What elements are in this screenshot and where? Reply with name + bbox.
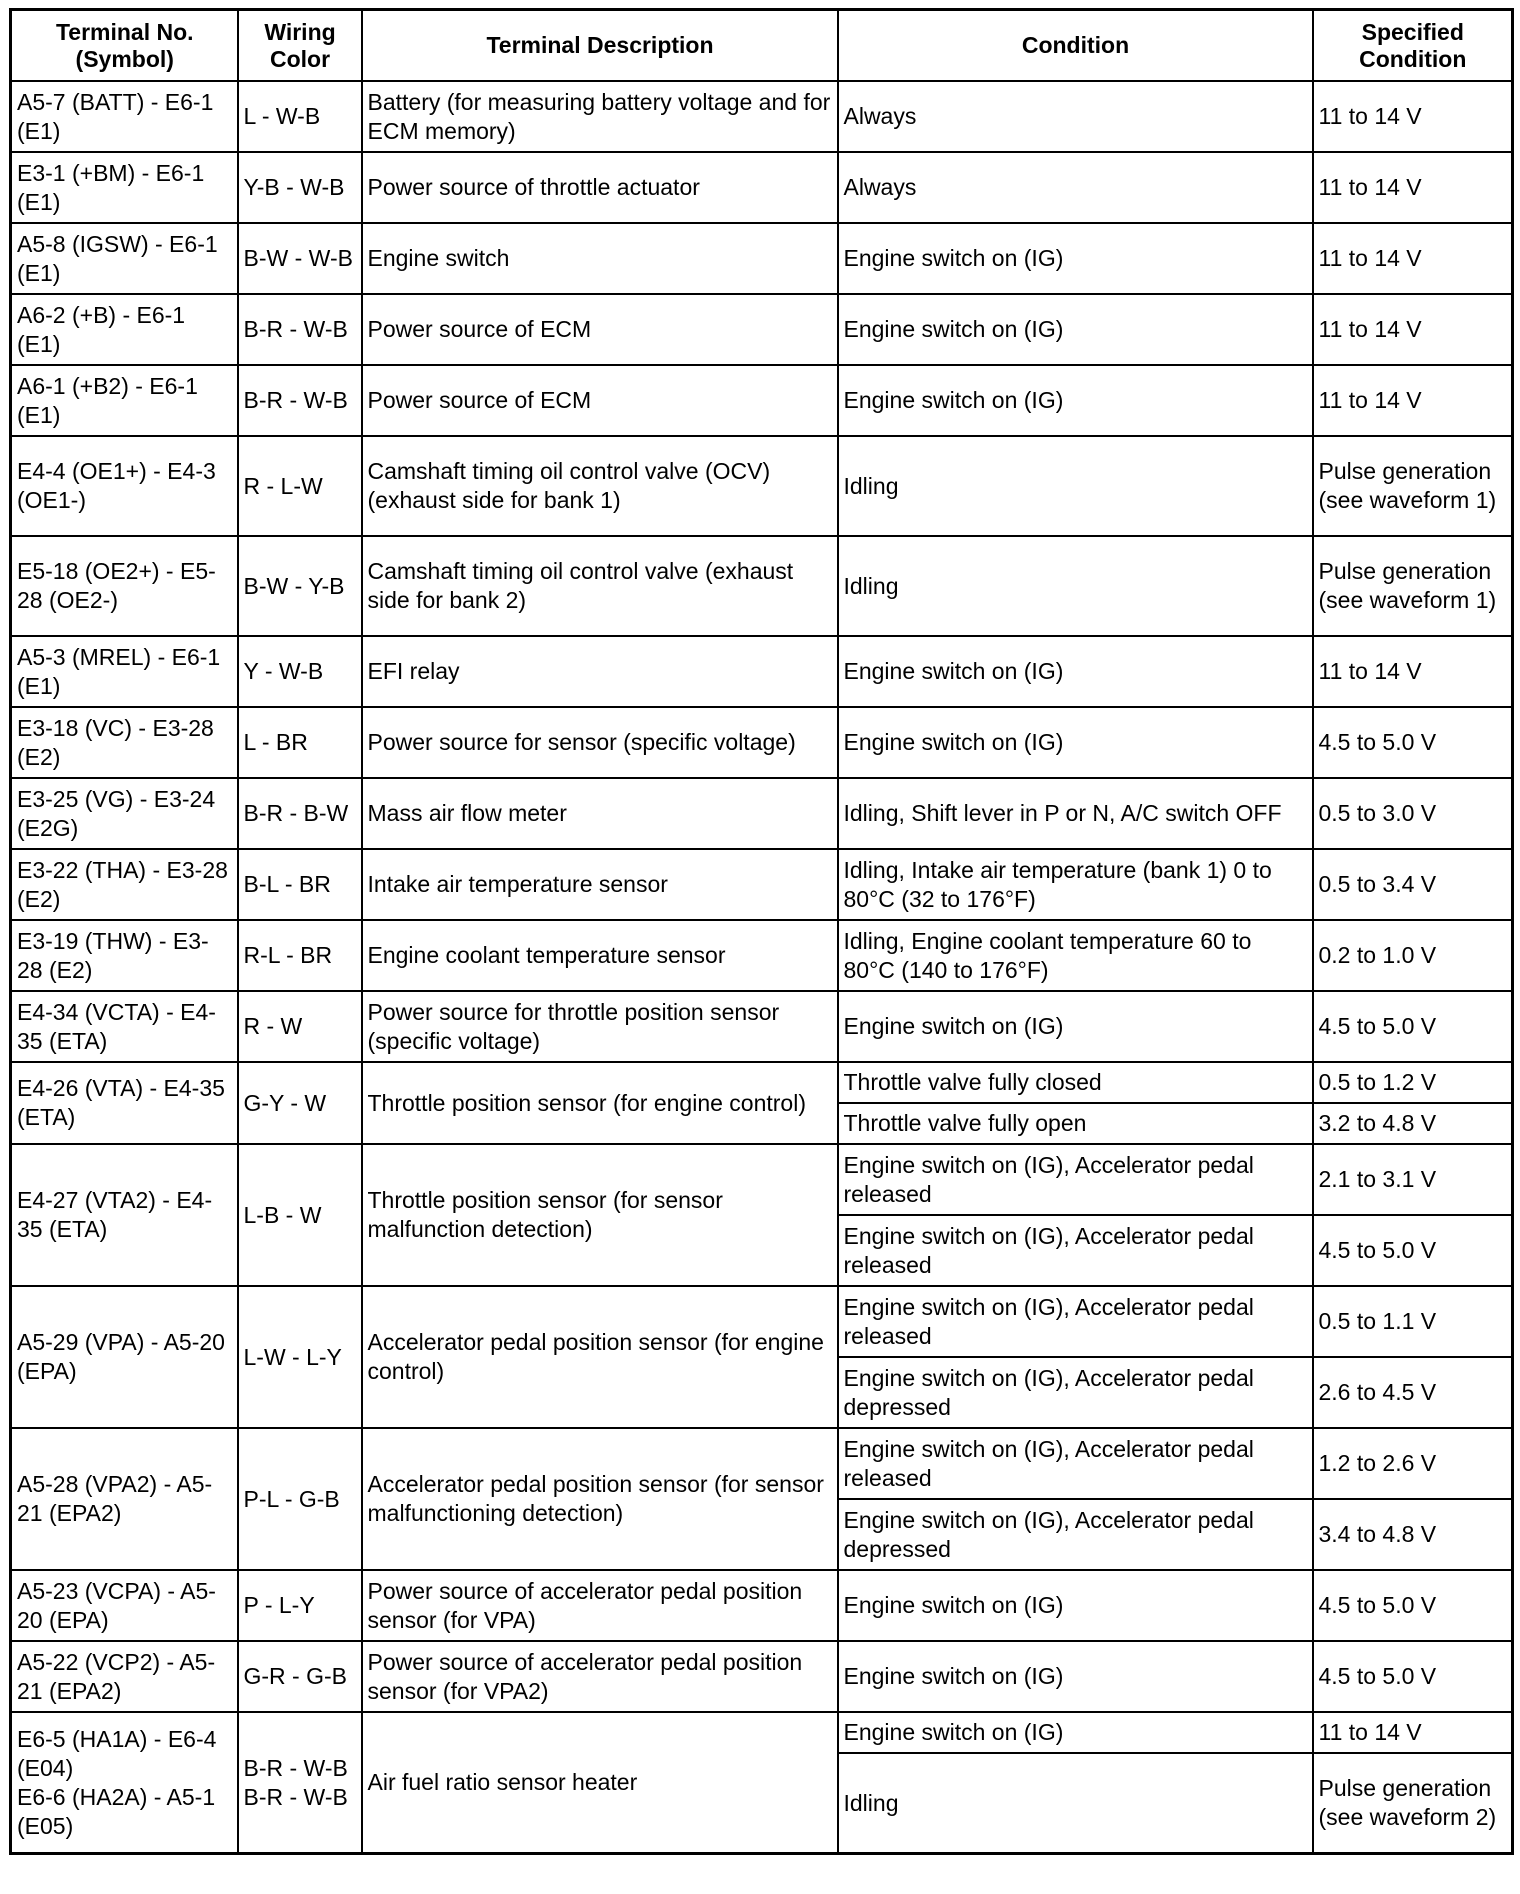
condition-cell: Engine switch on (IG) (838, 1641, 1313, 1712)
wiring-cell: B-W - W-B (238, 223, 362, 294)
condition-cell: Engine switch on (IG) (838, 1712, 1313, 1753)
description-cell: Intake air temperature sensor (362, 849, 838, 920)
terminal-cell: A5-23 (VCPA) - A5-20 (EPA) (11, 1570, 238, 1641)
specified-cell: Pulse generation (see waveform 2) (1313, 1753, 1513, 1854)
wiring-cell (238, 1712, 362, 1854)
terminal-line: E6-5 (HA1A) - E6-4 (E04) (17, 1725, 217, 1781)
wiring-cell: L-B - W (238, 1144, 362, 1286)
condition-cell: Always (838, 81, 1313, 152)
table-row (11, 1062, 1513, 1103)
terminal-cell: E3-18 (VC) - E3-28 (E2) (11, 707, 238, 778)
condition-cell: Idling, Shift lever in P or N, A/C switch OFF (838, 778, 1313, 849)
table-row (11, 223, 1513, 294)
condition-cell: Engine switch on (IG) (838, 991, 1313, 1062)
condition-cell: Engine switch on (IG), Accelerator pedal released (838, 1144, 1313, 1215)
table-row (11, 536, 1513, 636)
description-cell: Power source of accelerator pedal position sensor (for VPA) (362, 1570, 838, 1641)
table-row (11, 436, 1513, 536)
specified-cell: 0.5 to 3.0 V (1313, 778, 1513, 849)
terminal-cell: A6-1 (+B2) - E6-1 (E1) (11, 365, 238, 436)
specified-cell: Pulse generation (see waveform 1) (1313, 536, 1513, 636)
terminal-cell: E3-19 (THW) - E3-28 (E2) (11, 920, 238, 991)
header-description: Terminal Description (362, 10, 838, 82)
terminal-cell: A5-29 (VPA) - A5-20 (EPA) (11, 1286, 238, 1428)
description-cell: Power source of throttle actuator (362, 152, 838, 223)
table-row (11, 152, 1513, 223)
table-row (11, 991, 1513, 1062)
description-cell: Camshaft timing oil control valve (exhaust side for bank 2) (362, 536, 838, 636)
specified-cell: 11 to 14 V (1313, 223, 1513, 294)
description-cell: Power source for sensor (specific voltage) (362, 707, 838, 778)
wiring-cell: G-Y - W (238, 1062, 362, 1144)
header-specified: Specified Condition (1313, 10, 1513, 82)
table-row (11, 636, 1513, 707)
specified-cell: 11 to 14 V (1313, 365, 1513, 436)
table-row (11, 1286, 1513, 1357)
table-row (11, 365, 1513, 436)
specified-cell: 0.5 to 1.1 V (1313, 1286, 1513, 1357)
table-row (11, 1144, 1513, 1215)
condition-cell: Engine switch on (IG), Accelerator pedal depressed (838, 1357, 1313, 1428)
specified-cell: 11 to 14 V (1313, 81, 1513, 152)
table-row (11, 1570, 1513, 1641)
condition-cell: Engine switch on (IG) (838, 365, 1313, 436)
description-cell: Engine switch (362, 223, 838, 294)
specified-cell: 2.1 to 3.1 V (1313, 1144, 1513, 1215)
description-cell: Air fuel ratio sensor heater (362, 1712, 838, 1854)
specified-cell: 4.5 to 5.0 V (1313, 1215, 1513, 1286)
wiring-line: B-R - W-B (243, 1754, 348, 1781)
condition-cell: Always (838, 152, 1313, 223)
description-cell: Throttle position sensor (for sensor malfunction detection) (362, 1144, 838, 1286)
terminal-cell: E4-4 (OE1+) - E4-3 (OE1-) (11, 436, 238, 536)
condition-cell: Idling, Intake air temperature (bank 1) 0 to 80°C (32 to 176°F) (838, 849, 1313, 920)
description-cell: Accelerator pedal position sensor (for engine control) (362, 1286, 838, 1428)
condition-cell: Throttle valve fully closed (838, 1062, 1313, 1103)
specified-cell: 4.5 to 5.0 V (1313, 1641, 1513, 1712)
terminal-cell: E4-26 (VTA) - E4-35 (ETA) (11, 1062, 238, 1144)
description-cell: Mass air flow meter (362, 778, 838, 849)
specified-cell: 11 to 14 V (1313, 294, 1513, 365)
specified-cell: 11 to 14 V (1313, 636, 1513, 707)
wiring-cell: Y-B - W-B (238, 152, 362, 223)
terminal-cell: A5-22 (VCP2) - A5-21 (EPA2) (11, 1641, 238, 1712)
header-terminal: Terminal No. (Symbol) (11, 10, 238, 82)
condition-cell: Idling, Engine coolant temperature 60 to 80°C (140 to 176°F) (838, 920, 1313, 991)
specified-cell: 0.2 to 1.0 V (1313, 920, 1513, 991)
wiring-cell: Y - W-B (238, 636, 362, 707)
description-cell: Power source of accelerator pedal position sensor (for VPA2) (362, 1641, 838, 1712)
condition-cell: Throttle valve fully open (838, 1103, 1313, 1144)
specified-cell: 2.6 to 4.5 V (1313, 1357, 1513, 1428)
table-row (11, 849, 1513, 920)
specified-cell: Pulse generation (see waveform 1) (1313, 436, 1513, 536)
terminal-cell: E4-27 (VTA2) - E4-35 (ETA) (11, 1144, 238, 1286)
terminal-cell: E4-34 (VCTA) - E4-35 (ETA) (11, 991, 238, 1062)
specified-cell: 4.5 to 5.0 V (1313, 1570, 1513, 1641)
terminal-cell: E5-18 (OE2+) - E5-28 (OE2-) (11, 536, 238, 636)
description-cell: Power source for throttle position sensor (specific voltage) (362, 991, 838, 1062)
description-cell: Accelerator pedal position sensor (for sensor malfunctioning detection) (362, 1428, 838, 1570)
wiring-cell: R - W (238, 991, 362, 1062)
wiring-cell: B-R - W-B (238, 365, 362, 436)
condition-cell: Engine switch on (IG) (838, 294, 1313, 365)
description-cell: Engine coolant temperature sensor (362, 920, 838, 991)
header-row (11, 10, 1513, 82)
table-row (11, 707, 1513, 778)
table-row (11, 1428, 1513, 1499)
terminal-cell: A6-2 (+B) - E6-1 (E1) (11, 294, 238, 365)
terminal-cell (11, 1712, 238, 1854)
terminal-cell: E3-1 (+BM) - E6-1 (E1) (11, 152, 238, 223)
condition-cell: Engine switch on (IG), Accelerator pedal released (838, 1215, 1313, 1286)
wiring-cell: B-L - BR (238, 849, 362, 920)
wiring-cell: L - W-B (238, 81, 362, 152)
description-cell: Battery (for measuring battery voltage and for ECM memory) (362, 81, 838, 152)
terminal-cell: A5-8 (IGSW) - E6-1 (E1) (11, 223, 238, 294)
header-condition: Condition (838, 10, 1313, 82)
terminal-cell: A5-28 (VPA2) - A5-21 (EPA2) (11, 1428, 238, 1570)
description-cell: EFI relay (362, 636, 838, 707)
table-row (11, 1641, 1513, 1712)
specified-cell: 11 to 14 V (1313, 152, 1513, 223)
wiring-cell: B-R - W-B (238, 294, 362, 365)
condition-cell: Engine switch on (IG) (838, 1570, 1313, 1641)
description-cell: Power source of ECM (362, 294, 838, 365)
specified-cell: 3.4 to 4.8 V (1313, 1499, 1513, 1570)
table-wrapper (9, 8, 1514, 1855)
specified-cell: 0.5 to 3.4 V (1313, 849, 1513, 920)
specified-cell: 0.5 to 1.2 V (1313, 1062, 1513, 1103)
description-cell: Throttle position sensor (for engine control) (362, 1062, 838, 1144)
description-cell: Camshaft timing oil control valve (OCV) (exhaust side for bank 1) (362, 436, 838, 536)
description-cell: Power source of ECM (362, 365, 838, 436)
table-row (11, 1712, 1513, 1753)
terminal-spec-table (9, 8, 1514, 1855)
wiring-cell: B-W - Y-B (238, 536, 362, 636)
wiring-cell: R-L - BR (238, 920, 362, 991)
condition-cell: Engine switch on (IG), Accelerator pedal released (838, 1286, 1313, 1357)
condition-cell: Engine switch on (IG), Accelerator pedal released (838, 1428, 1313, 1499)
specified-cell: 3.2 to 4.8 V (1313, 1103, 1513, 1144)
table-row (11, 920, 1513, 991)
condition-cell: Idling (838, 1753, 1313, 1854)
wiring-cell: L - BR (238, 707, 362, 778)
wiring-cell: P-L - G-B (238, 1428, 362, 1570)
wiring-line: B-R - W-B (243, 1783, 348, 1810)
table-row (11, 294, 1513, 365)
table-row (11, 778, 1513, 849)
terminal-cell: E3-25 (VG) - E3-24 (E2G) (11, 778, 238, 849)
specified-cell: 1.2 to 2.6 V (1313, 1428, 1513, 1499)
condition-cell: Idling (838, 436, 1313, 536)
condition-cell: Engine switch on (IG) (838, 223, 1313, 294)
wiring-cell: P - L-Y (238, 1570, 362, 1641)
condition-cell: Engine switch on (IG), Accelerator pedal depressed (838, 1499, 1313, 1570)
specified-cell: 4.5 to 5.0 V (1313, 991, 1513, 1062)
terminal-cell: A5-3 (MREL) - E6-1 (E1) (11, 636, 238, 707)
condition-cell: Engine switch on (IG) (838, 707, 1313, 778)
specified-cell: 4.5 to 5.0 V (1313, 707, 1513, 778)
specified-cell: 11 to 14 V (1313, 1712, 1513, 1753)
wiring-cell: G-R - G-B (238, 1641, 362, 1712)
wiring-cell: B-R - B-W (238, 778, 362, 849)
terminal-cell: E3-22 (THA) - E3-28 (E2) (11, 849, 238, 920)
header-wiring: Wiring Color (238, 10, 362, 82)
terminal-line: E6-6 (HA2A) - A5-1 (E05) (17, 1783, 216, 1839)
condition-cell: Engine switch on (IG) (838, 636, 1313, 707)
terminal-cell: A5-7 (BATT) - E6-1 (E1) (11, 81, 238, 152)
wiring-cell: R - L-W (238, 436, 362, 536)
condition-cell: Idling (838, 536, 1313, 636)
wiring-cell: L-W - L-Y (238, 1286, 362, 1428)
table-row (11, 81, 1513, 152)
